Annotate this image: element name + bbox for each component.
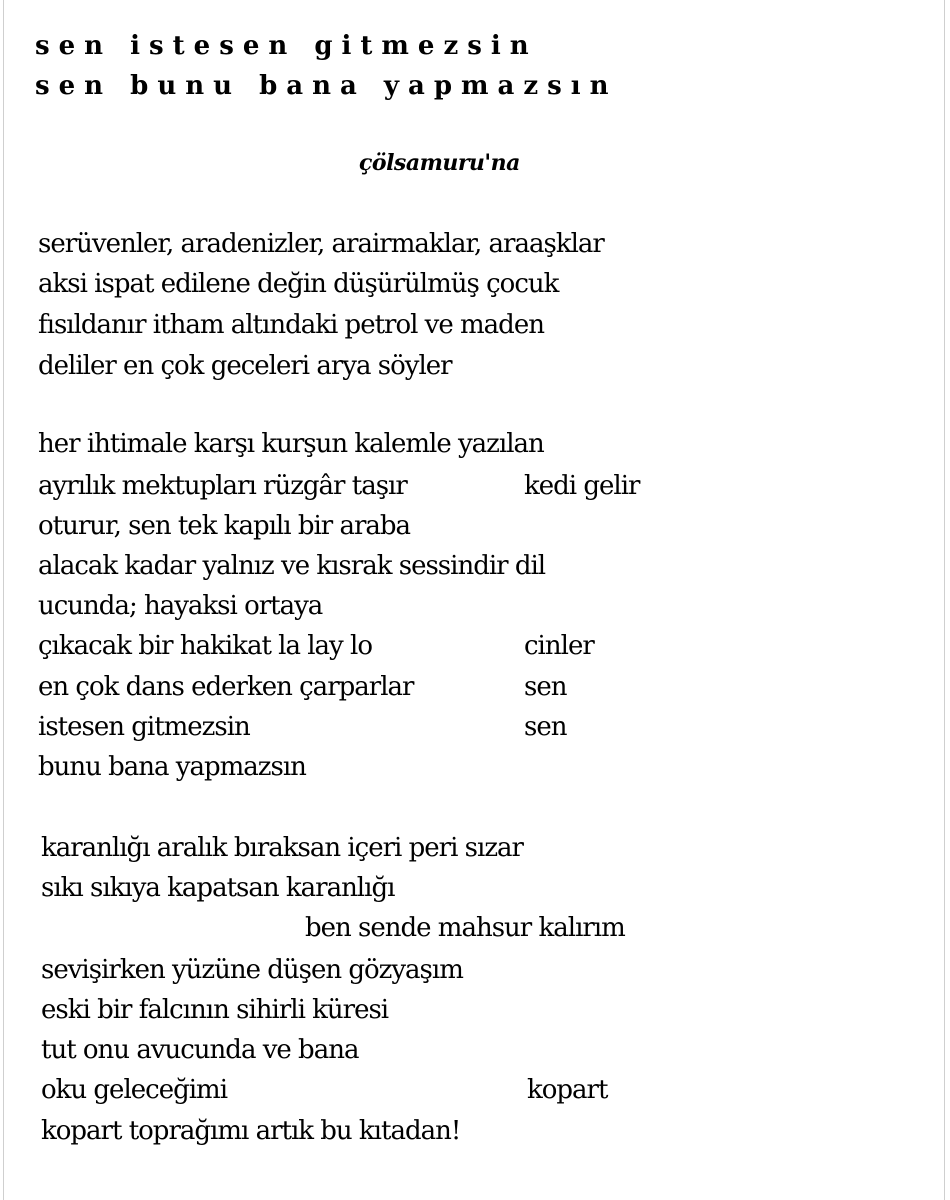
poem-title-line-1: sen istesen gitmezsin <box>35 31 538 61</box>
stanza-2-line-9: bunu bana yapmazsın <box>38 752 306 782</box>
stanza-2-line-7: en çok dans ederken çarparlar <box>38 672 414 702</box>
stanza-2-line-7-right: sen <box>524 672 567 702</box>
poem-dedication: çölsamuru'na <box>359 150 520 176</box>
stanza-3-line-7-right: kopart <box>527 1075 608 1105</box>
stanza-2-line-5: ucunda; hayaksi ortaya <box>38 591 323 621</box>
page-right-border <box>944 0 945 1200</box>
stanza-3-line-1: karanlığı aralık bıraksan içeri peri sızar <box>41 833 523 863</box>
stanza-1-line-2: aksi ispat edilene değin düşürülmüş çocuk <box>38 269 559 299</box>
stanza-2-line-8-right: sen <box>524 712 567 742</box>
stanza-1-line-3: fısıldanır itham altındaki petrol ve maden <box>38 310 544 340</box>
stanza-3-line-6: tut onu avucunda ve bana <box>41 1035 359 1065</box>
stanza-2-line-2-right: kedi gelir <box>524 471 640 501</box>
stanza-3-line-7: oku geleceğimi <box>41 1075 228 1105</box>
stanza-2-line-6: çıkacak bir hakikat la lay lo <box>38 631 372 661</box>
stanza-3-line-4: sevişirken yüzüne düşen gözyaşım <box>41 955 463 985</box>
poem-title-line-2: sen bunu bana yapmazsın <box>35 71 618 101</box>
stanza-2-line-3: oturur, sen tek kapılı bir araba <box>38 511 411 541</box>
stanza-2-line-6-right: cinler <box>524 631 594 661</box>
page-left-border <box>3 0 4 1200</box>
stanza-2-line-1: her ihtimale karşı kurşun kalemle yazılan <box>38 429 544 459</box>
stanza-2-line-8: istesen gitmezsin <box>38 712 250 742</box>
stanza-3-line-3: ben sende mahsur kalırım <box>305 913 625 943</box>
stanza-2-line-2: ayrılık mektupları rüzgâr taşır <box>38 471 407 501</box>
stanza-2-line-4: alacak kadar yalnız ve kısrak sessindir dil <box>38 551 546 581</box>
stanza-3-line-5: eski bir falcının sihirli küresi <box>41 995 389 1025</box>
stanza-1-line-1: serüvenler, aradenizler, arairmaklar, araaşklar <box>38 229 604 259</box>
stanza-3-line-2: sıkı sıkıya kapatsan karanlığı <box>41 873 395 903</box>
stanza-1-line-4: deliler en çok geceleri arya söyler <box>38 351 452 381</box>
stanza-3-line-8: kopart toprağımı artık bu kıtadan! <box>41 1116 461 1146</box>
